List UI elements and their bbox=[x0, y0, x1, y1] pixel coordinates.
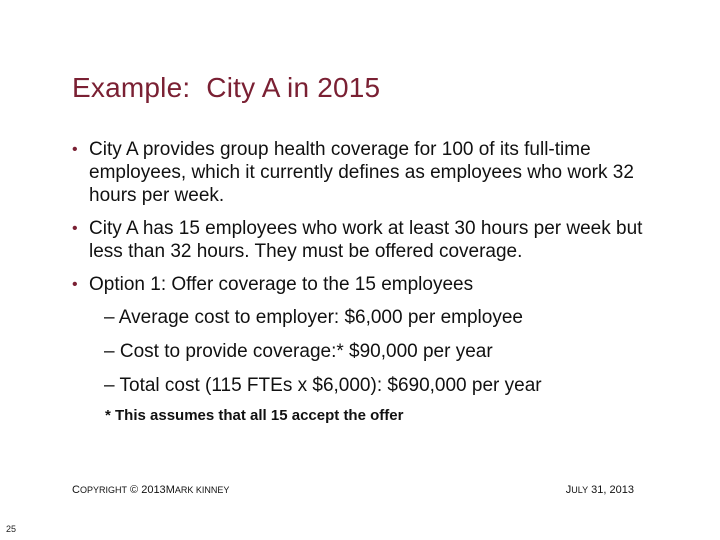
bullet-item bbox=[72, 138, 672, 207]
bullet-text: City A has 15 employees who work at least 30 hours per week but less than 32 hours. They must be offered coverage. bbox=[89, 218, 643, 262]
bullet-dot-icon: • bbox=[72, 141, 78, 158]
sub-bullet-item: – Cost to provide coverage:* $90,000 per year bbox=[104, 341, 493, 362]
copyright-initial: C bbox=[72, 484, 80, 496]
sub-bullet-item: – Average cost to employer: $6,000 per employee bbox=[104, 307, 523, 328]
footer-copyright bbox=[72, 484, 229, 496]
bullet-text: Option 1: Offer coverage to the 15 employees bbox=[89, 274, 474, 295]
bullet-item bbox=[72, 217, 672, 263]
date-day-year: 31, 2013 bbox=[591, 484, 634, 496]
bullet-text: City A provides group health coverage for 100 of its full-time employees, which it currently defines as employees who work 32 hours per week. bbox=[89, 139, 634, 206]
slide-title: Example: City A in 2015 bbox=[72, 72, 381, 103]
author-initial: M bbox=[165, 484, 175, 496]
date-initial: J bbox=[565, 484, 572, 496]
copyright-year: 2013 bbox=[141, 484, 166, 496]
bullet-dot-icon: • bbox=[72, 276, 78, 293]
footnote: * This assumes that all 15 accept the offer bbox=[105, 407, 404, 424]
footer-date bbox=[566, 484, 634, 496]
bullet-dot-icon: • bbox=[72, 220, 78, 237]
bullet-list bbox=[72, 138, 672, 424]
copyright-symbol: © bbox=[130, 484, 139, 496]
copyright-word: OPYRIGHT bbox=[79, 485, 127, 495]
sub-bullet-item: – Total cost (115 FTEs x $6,000): $690,000 per year bbox=[104, 375, 542, 396]
page-number: 25 bbox=[6, 524, 17, 534]
author-name: ARK KINNEY bbox=[174, 485, 230, 495]
date-month: ULY bbox=[571, 485, 589, 495]
bullet-item bbox=[72, 273, 672, 296]
